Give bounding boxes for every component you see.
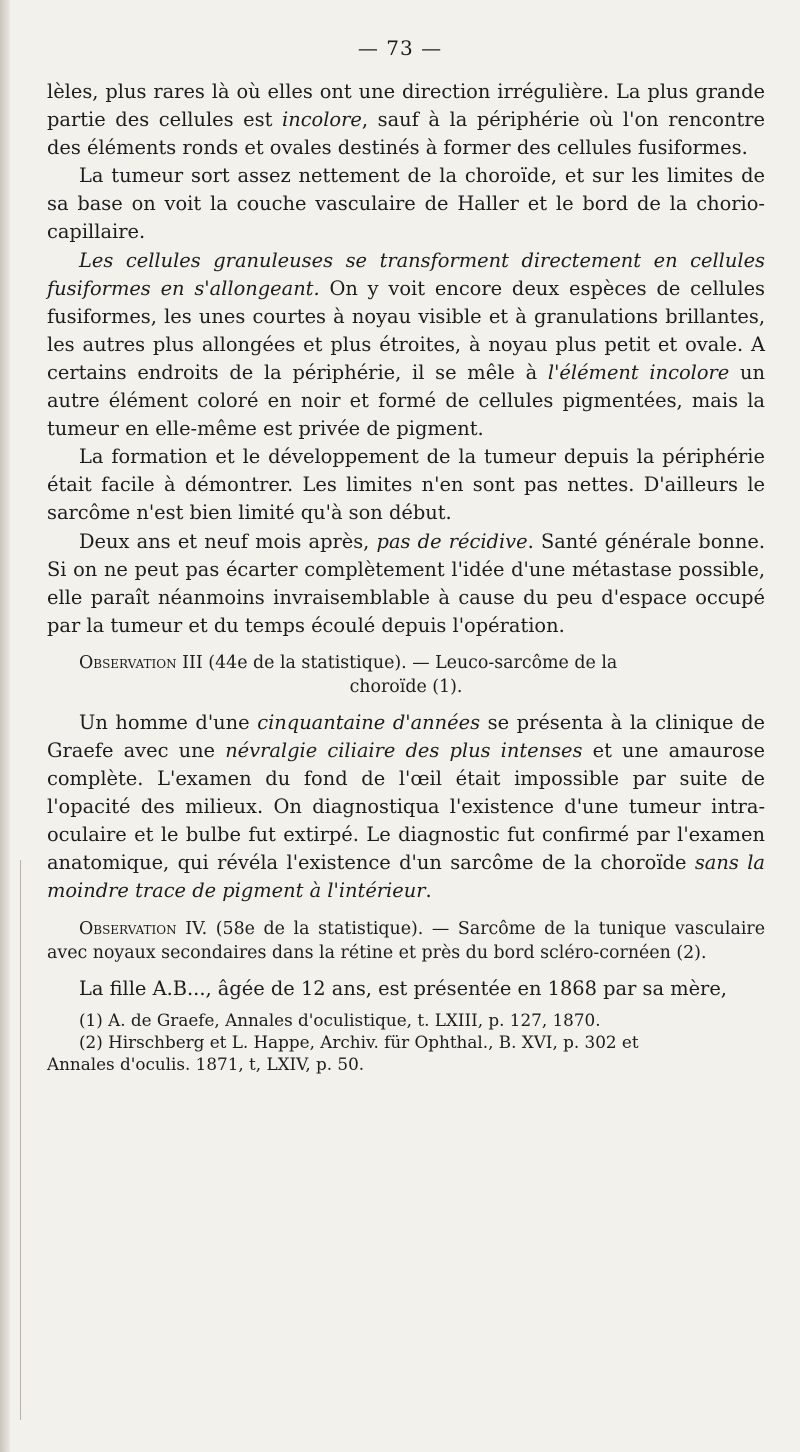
text-run: et une amaurose complète. L'examen du fond de l'œil était impossible par suite de l'opacité des milieux. On diagnostiqua l'existence d'une tumeur intra-oculaire et le bulbe fut extirpé. Le diagnostic fut confirmé par l'examen anatomique, qui révéla l'existence d'un sarcôme de la choroïde [47,738,765,875]
paragraph [47,78,765,162]
observation-3-label: Observation III [79,652,203,673]
text-run: se présenta à la clinique de Graefe avec une [47,710,765,762]
text-run: On y voit encore deux espèces de cellules fusiformes, les unes courtes à noyau visible et à granulations brillantes, les autres plus allongées et plus étroites, à noyau plus petit et ovale. A certains endroits de la périphérie, il se mêle à [47,276,765,384]
paragraph [47,709,765,906]
text-run: lèles, plus rares là où elles ont une direction irrégulière. La plus grande partie des cellules est [47,80,765,132]
text-run: Deux ans et neuf mois après, [79,529,377,553]
text-run: La fille A.B..., âgée de 12 ans, est présentée en 1868 par sa mère, [79,976,727,1000]
text-run: La tumeur sort assez nettement de la choroïde, et sur les limites de sa base on voit la couche vasculaire de Haller et le bord de la chorio-capillaire. [47,164,765,244]
footnote-1: (1) A. de Graefe, Annales d'oculistique, t. LXIII, p. 127, 1870. [79,1009,601,1030]
gutter-line [20,860,21,1420]
text-run: . Santé générale bonne. Si on ne peut pas écarter complètement l'idée d'une métastase possible, elle paraît néanmoins invraisemblable à cause du peu d'espace occupé par la tumeur et du temps écoulé depuis l'opération. [47,529,765,637]
text-run: Un homme d'une [79,710,258,734]
observation-3-text: (44e de la statistique). — Leuco-sarcôme de la [208,652,618,673]
italic-text: incolore [282,108,362,132]
paragraph-group-1 [47,78,765,640]
text-run: un autre élément coloré en noir et formé de cellules pigmentées, mais la tumeur en elle-même est privée de pigment. [47,360,765,441]
italic-text: Les cellules granuleuses se transforment directement en cellules fusiformes en s'allongeant. [47,248,765,300]
paragraph-group-3 [47,975,765,1003]
italic-text: pas de récidive [376,529,528,553]
observation-4-text: (58e de la statistique). — Sarcôme de la tunique vasculaire avec noyaux secondaires dans la rétine et près du bord scléro-cornéen (2). [47,918,765,963]
paragraph [47,975,765,1003]
observation-4-label: Observation IV. [79,918,208,939]
text-run: La formation et le développement de la tumeur depuis la périphérie était facile à démontrer. Les limites n'en sont pas nettes. D'ailleurs le sarcôme n'est bien limité qu'à son début. [47,445,765,525]
text-run: , sauf à la périphérie où l'on rencontre des éléments ronds et ovales destinés à former des cellules fusiformes. [47,108,766,160]
italic-text: sans la moindre trace de pigment à l'intérieur [47,851,765,903]
paragraph [47,443,765,527]
italic-text: l'élément incolore [547,360,730,384]
footnotes [47,1009,765,1075]
paragraph [47,247,765,444]
text-run: . [425,879,432,903]
paragraph [47,528,765,640]
page-binding-shadow [0,0,10,1452]
observation-4-heading [47,917,765,965]
footnote-2-continued: Annales d'oculis. 1871, t, LXIV, p. 50. [47,1053,365,1074]
page-number: — 73 — [357,36,443,60]
paragraph [47,162,765,246]
body-text [47,78,765,1075]
italic-text: cinquantaine d'années [257,710,481,734]
paragraph-group-2 [47,709,765,906]
footnote-2: (2) Hirschberg et L. Happe, Archiv. für Ophthal., B. XVI, p. 302 et [79,1031,639,1052]
observation-3-heading [47,651,765,699]
observation-3-line2: choroïde (1). [349,676,463,697]
italic-text: névralgie ciliaire des plus intenses [225,738,583,762]
